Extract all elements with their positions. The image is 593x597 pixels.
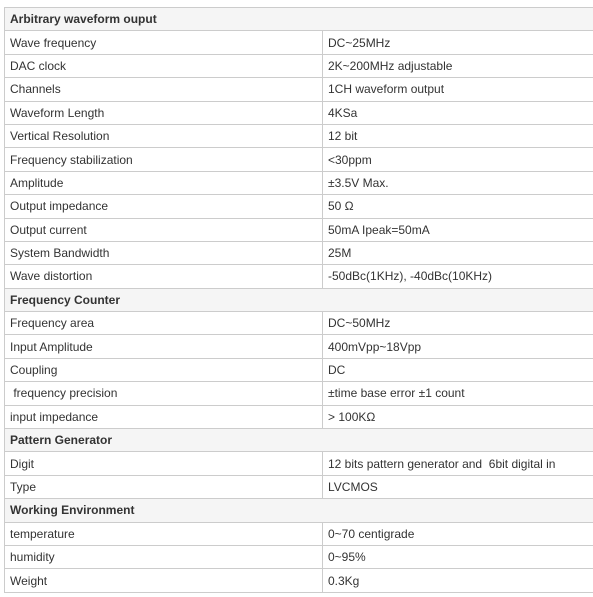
spec-label: Input Amplitude <box>5 335 323 358</box>
spec-row <box>5 148 593 171</box>
spec-label: input impedance <box>5 405 323 428</box>
spec-value: 50 Ω <box>323 195 593 218</box>
spec-row <box>5 171 593 194</box>
spec-label: System Bandwidth <box>5 241 323 264</box>
spec-row <box>5 475 593 498</box>
spec-value: DC~50MHz <box>323 312 593 335</box>
spec-value: > 100KΩ <box>323 405 593 428</box>
section-header-pattern-generator <box>5 429 593 452</box>
spec-row <box>5 335 593 358</box>
spec-row <box>5 452 593 475</box>
spec-label: Wave frequency <box>5 31 323 54</box>
spec-label: Vertical Resolution <box>5 124 323 147</box>
spec-label: Weight <box>5 569 323 592</box>
spec-label: temperature <box>5 522 323 545</box>
spec-label: Output current <box>5 218 323 241</box>
spec-label: Digit <box>5 452 323 475</box>
spec-row <box>5 405 593 428</box>
spec-value: DC~25MHz <box>323 31 593 54</box>
spec-label: Coupling <box>5 358 323 381</box>
spec-label: humidity <box>5 545 323 568</box>
spec-value: -50dBc(1KHz), -40dBc(10KHz) <box>323 265 593 288</box>
spec-value: <30ppm <box>323 148 593 171</box>
section-title: Working Environment <box>5 499 593 522</box>
spec-row <box>5 195 593 218</box>
spec-label: Channels <box>5 78 323 101</box>
section-title: Frequency Counter <box>5 288 593 311</box>
spec-row <box>5 101 593 124</box>
spec-value: LVCMOS <box>323 475 593 498</box>
spec-value: 12 bit <box>323 124 593 147</box>
section-header-arbitrary-waveform <box>5 8 593 31</box>
spec-value: DC <box>323 358 593 381</box>
spec-row <box>5 358 593 381</box>
spec-label: Output impedance <box>5 195 323 218</box>
spec-row <box>5 54 593 77</box>
spec-row <box>5 382 593 405</box>
spec-value: 0~70 centigrade <box>323 522 593 545</box>
spec-label: Frequency area <box>5 312 323 335</box>
spec-label: Wave distortion <box>5 265 323 288</box>
section-title: Pattern Generator <box>5 429 593 452</box>
spec-value: ±time base error ±1 count <box>323 382 593 405</box>
spec-row <box>5 31 593 54</box>
spec-label: Type <box>5 475 323 498</box>
spec-value: 1CH waveform output <box>323 78 593 101</box>
spec-value: ±3.5V Max. <box>323 171 593 194</box>
spec-row <box>5 522 593 545</box>
spec-row <box>5 218 593 241</box>
spec-value: 0.3Kg <box>323 569 593 592</box>
section-header-frequency-counter <box>5 288 593 311</box>
section-title: Arbitrary waveform ouput <box>5 8 593 31</box>
section-header-working-environment <box>5 499 593 522</box>
spec-value: 4KSa <box>323 101 593 124</box>
spec-table <box>4 7 593 593</box>
spec-row <box>5 312 593 335</box>
spec-value: 0~95% <box>323 545 593 568</box>
spec-row <box>5 124 593 147</box>
spec-row <box>5 241 593 264</box>
spec-label: DAC clock <box>5 54 323 77</box>
spec-row <box>5 569 593 592</box>
spec-label: Amplitude <box>5 171 323 194</box>
spec-row <box>5 545 593 568</box>
spec-value: 400mVpp~18Vpp <box>323 335 593 358</box>
spec-label: frequency precision <box>5 382 323 405</box>
spec-value: 25M <box>323 241 593 264</box>
spec-row <box>5 78 593 101</box>
spec-label: Waveform Length <box>5 101 323 124</box>
spec-value: 12 bits pattern generator and 6bit digital in <box>323 452 593 475</box>
spec-label: Frequency stabilization <box>5 148 323 171</box>
spec-row <box>5 265 593 288</box>
spec-value: 50mA Ipeak=50mA <box>323 218 593 241</box>
spec-value: 2K~200MHz adjustable <box>323 54 593 77</box>
